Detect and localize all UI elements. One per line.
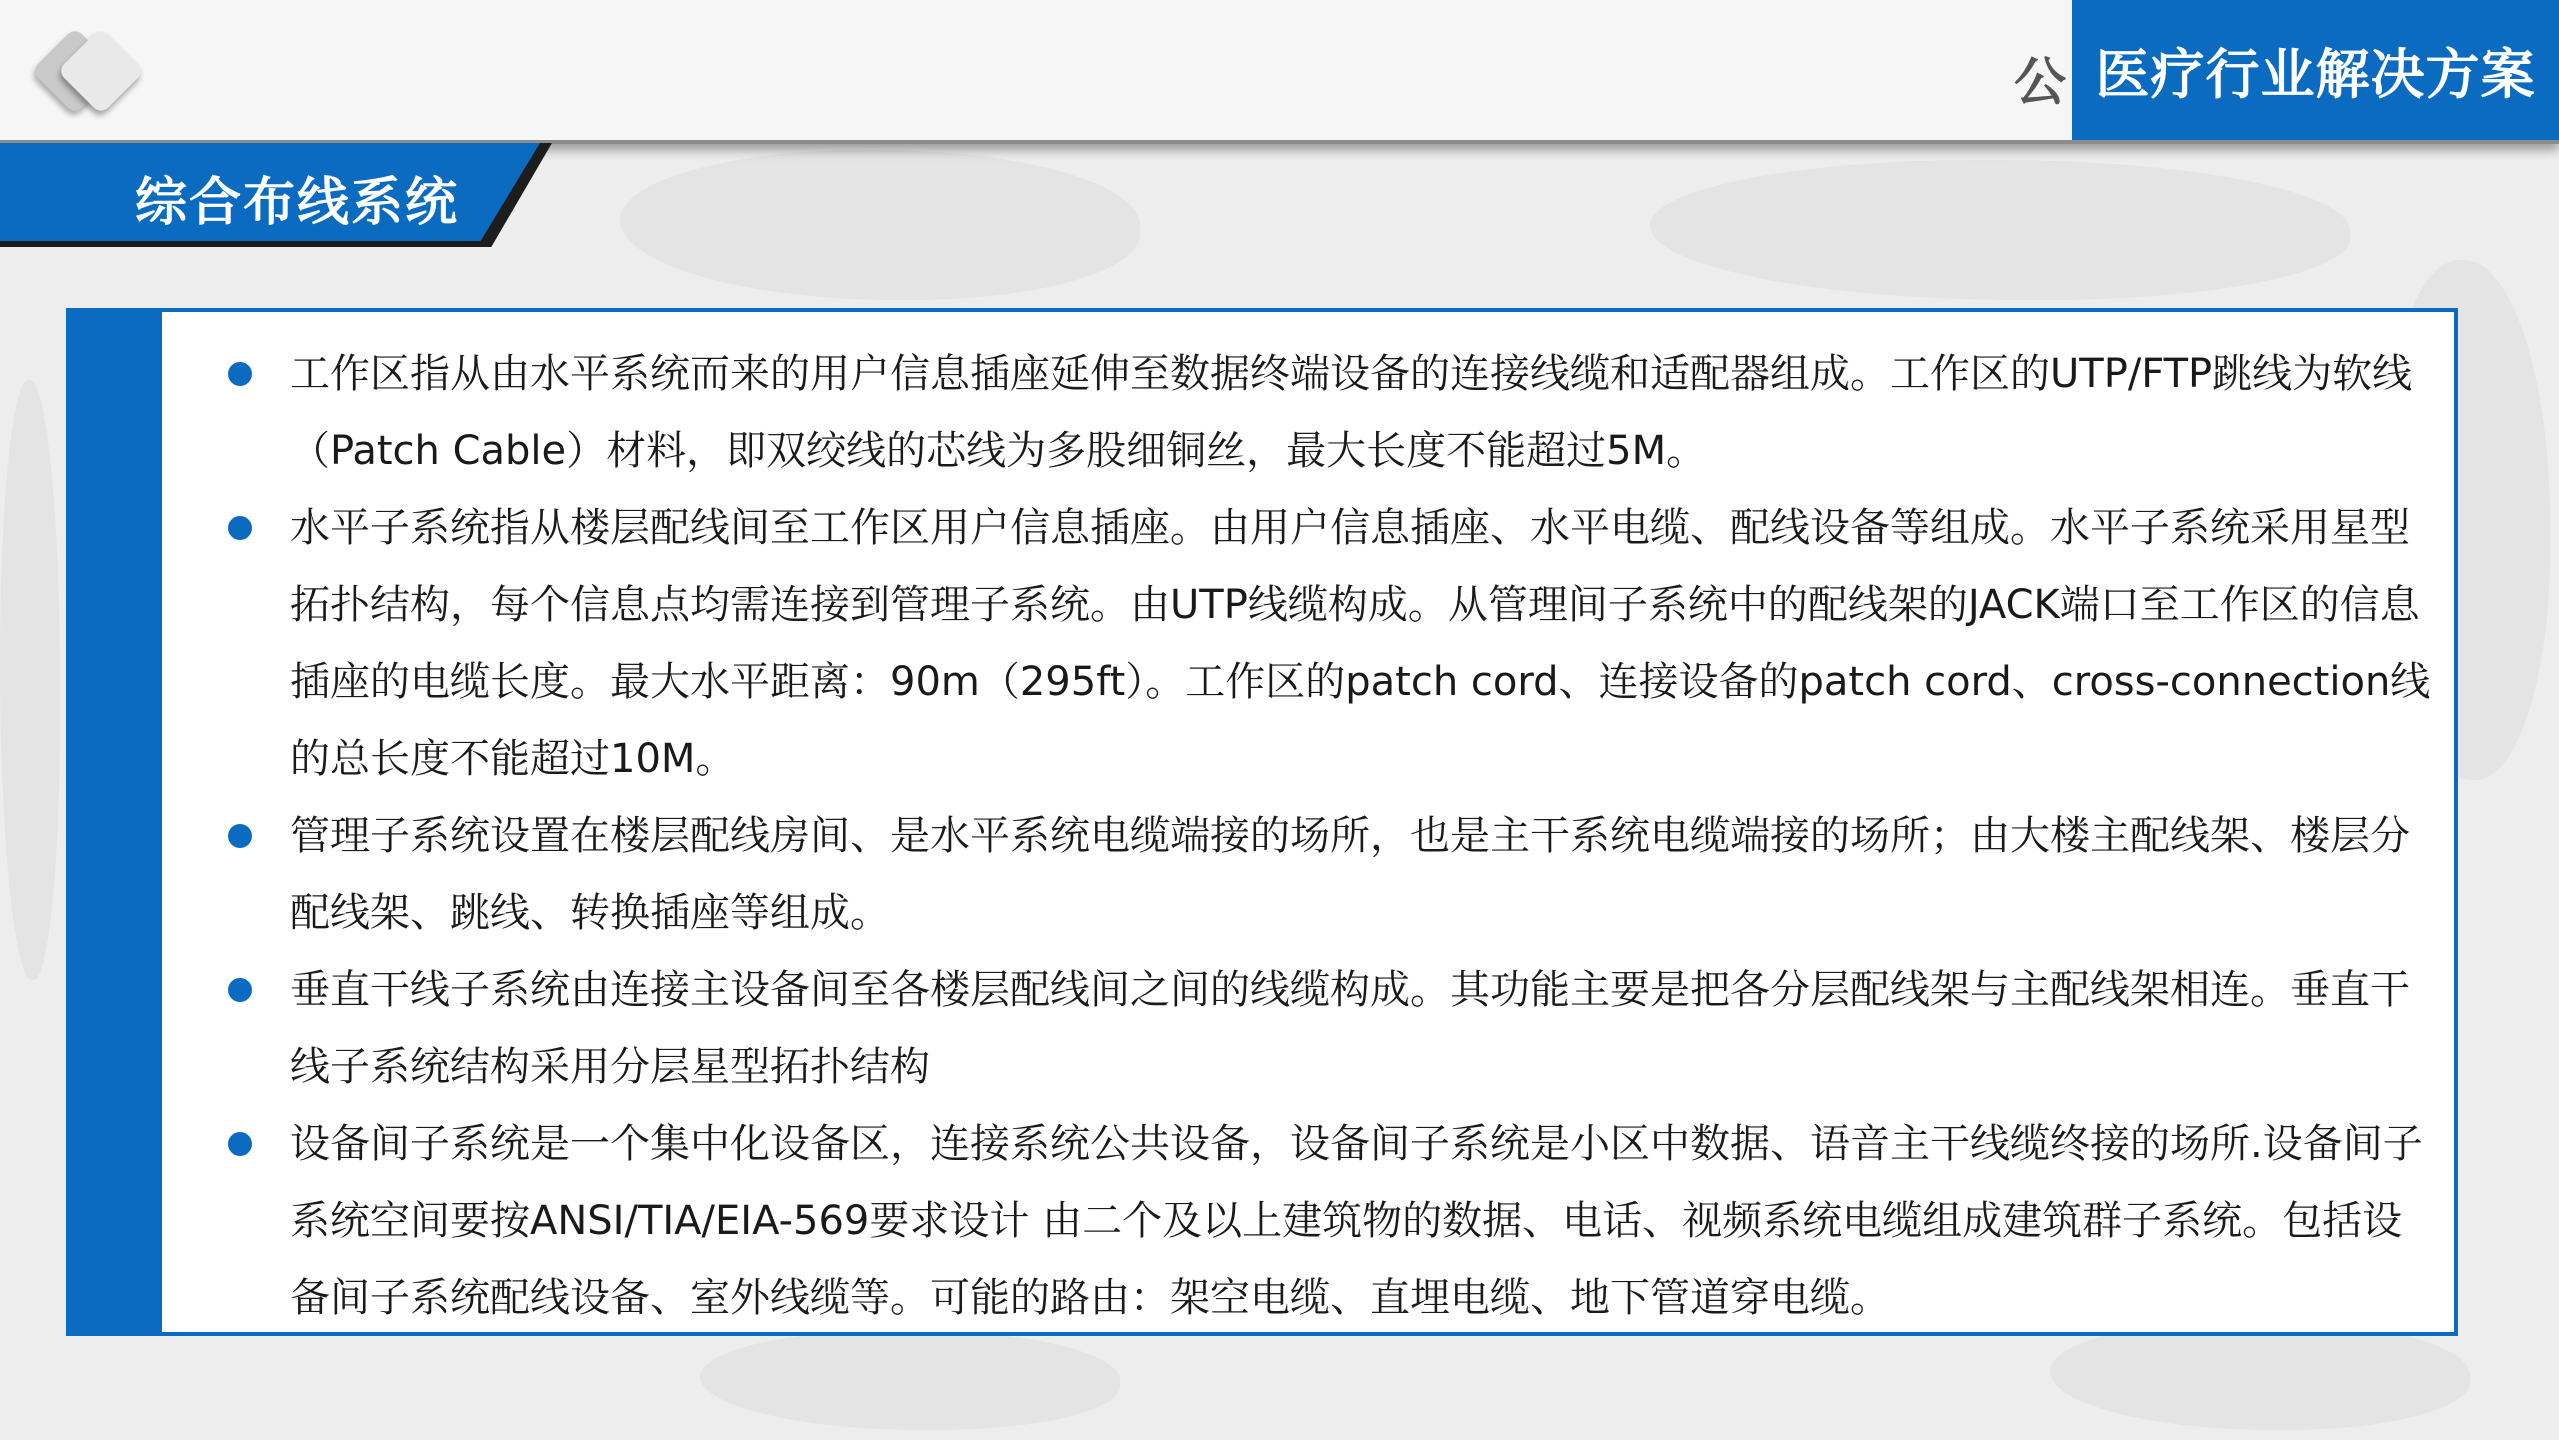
list-item bbox=[220, 1106, 2440, 1337]
bullet-text: 设备间子系统是一个集中化设备区，连接系统公共设备，设备间子系统是小区中数据、语音主干线缆终接的场所.设备间子系统空间要按ANSI/TIA/EIA-569要求设计 由二个及以上建筑物的数据、电话、视频系统电缆组成建筑群子系统。包括设备间子系统配线设备、室外线缆等。可能的路由：架空电缆、直埋电缆、地下管道穿电缆。 bbox=[290, 1121, 2423, 1321]
list-item bbox=[220, 490, 2440, 798]
bullet-list bbox=[220, 336, 2440, 1337]
map-decoration bbox=[0, 380, 60, 980]
bullet-text: 垂直干线子系统由连接主设备间至各楼层配线间之间的线缆构成。其功能主要是把各分层配线架与主配线架相连。垂直干线子系统结构采用分层星型拓扑结构 bbox=[290, 967, 2410, 1090]
list-item bbox=[220, 336, 2440, 490]
section-title: 综合布线系统 bbox=[135, 173, 460, 233]
map-decoration bbox=[700, 1330, 1120, 1430]
panel-accent-stripe bbox=[70, 312, 162, 1332]
map-decoration bbox=[620, 150, 1140, 300]
header-prefix-char: 公 bbox=[2014, 53, 2067, 113]
list-item bbox=[220, 798, 2440, 952]
bullet-dot-icon bbox=[228, 362, 252, 386]
list-item bbox=[220, 952, 2440, 1106]
bullet-dot-icon bbox=[228, 824, 252, 848]
bullet-dot-icon bbox=[228, 1132, 252, 1156]
bullet-dot-icon bbox=[228, 978, 252, 1002]
diamond-logo-icon bbox=[30, 28, 160, 118]
bullet-text: 管理子系统设置在楼层配线房间、是水平系统电缆端接的场所，也是主干系统电缆端接的场所；由大楼主配线架、楼层分配线架、跳线、转换插座等组成。 bbox=[290, 813, 2410, 936]
bullet-dot-icon bbox=[228, 516, 252, 540]
map-decoration bbox=[1650, 160, 2350, 300]
header-title: 医疗行业解决方案 bbox=[2072, 0, 2559, 140]
bullet-text: 水平子系统指从楼层配线间至工作区用户信息插座。由用户信息插座、水平电缆、配线设备等组成。水平子系统采用星型拓扑结构，每个信息点均需连接到管理子系统。由UTP线缆构成。从管理间子系统中的配线架的JACK端口至工作区的信息插座的电缆长度。最大水平距离：90m（295ft）。工作区的patch cord、连接设备的patch cord、cross-connection线的总长度不能超过10M。 bbox=[290, 505, 2431, 782]
content-panel bbox=[66, 308, 2458, 1336]
bullet-text: 工作区指从由水平系统而来的用户信息插座延伸至数据终端设备的连接线缆和适配器组成。工作区的UTP/FTP跳线为软线（Patch Cable）材料，即双绞线的芯线为多股细铜丝，最大长度不能超过5M。 bbox=[290, 351, 2413, 474]
top-header-bar bbox=[0, 0, 2559, 144]
